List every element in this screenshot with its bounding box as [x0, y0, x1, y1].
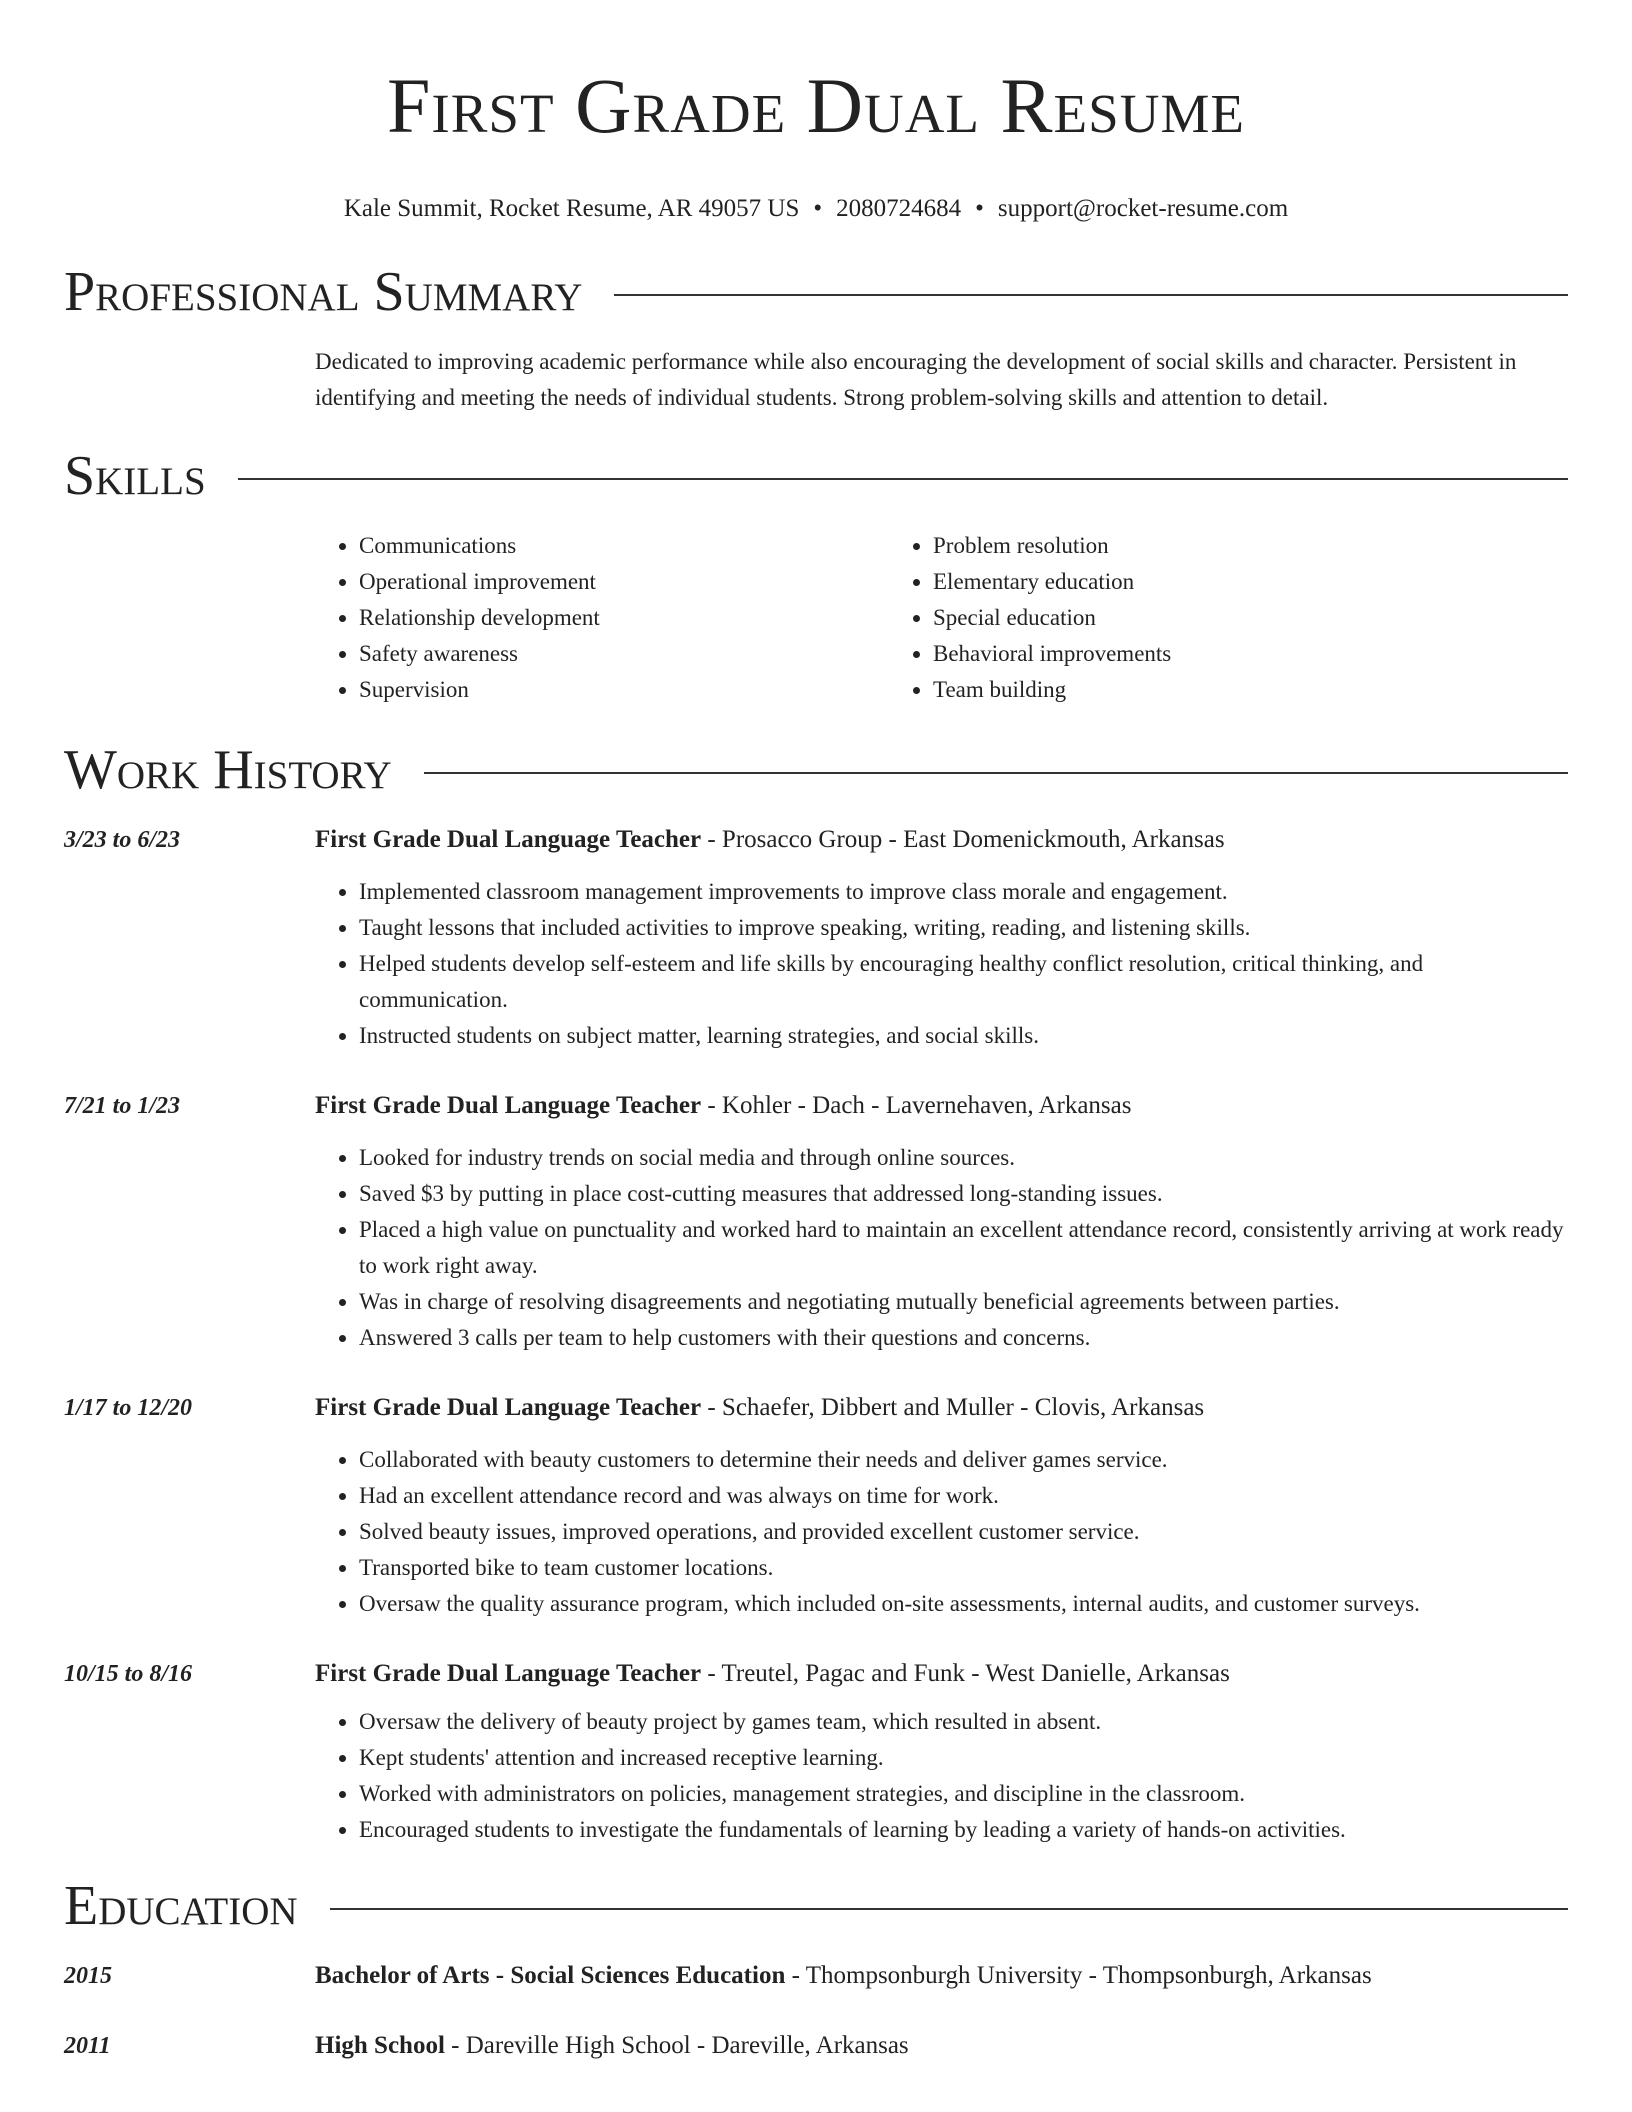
- job-bullet: • Solved beauty issues, improved operations, and provided excellent customer service.: [359, 1514, 1568, 1550]
- section-title: Work History: [64, 739, 392, 801]
- job-bullets: [315, 1442, 1568, 1622]
- skill-item: • Relationship development: [359, 600, 889, 636]
- education-degree: High School: [315, 2032, 445, 2059]
- job-dates: 3/23 to 6/23: [64, 827, 181, 853]
- job-bullet: • Oversaw the quality assurance program, which included on-site assessments, internal audits, and customer surveys.: [359, 1586, 1568, 1622]
- job-heading: [315, 1390, 1568, 1426]
- job-bullet: • Saved $3 by putting in place cost-cutting measures that addressed long-standing issues.: [359, 1176, 1568, 1212]
- resume-name: First Grade Dual Resume: [387, 62, 1245, 149]
- section-divider: [330, 1908, 1568, 1910]
- job-title: First Grade Dual Language Teacher: [315, 1092, 702, 1119]
- skill-item: • Problem resolution: [933, 528, 1463, 564]
- job-dates: 10/15 to 8/16: [64, 1661, 193, 1687]
- job-bullet: • Collaborated with beauty customers to determine their needs and deliver games service.: [359, 1442, 1568, 1478]
- skill-item: • Behavioral improvements: [933, 636, 1463, 672]
- job-details: - Prosacco Group - East Domenickmouth, Arkansas: [701, 826, 1225, 853]
- section-divider: [424, 772, 1568, 774]
- job-details: - Kohler - Dach - Lavernehaven, Arkansas: [701, 1092, 1132, 1119]
- section-divider: [614, 294, 1568, 296]
- skill-item: • Safety awareness: [359, 636, 889, 672]
- education-heading: [315, 2028, 1568, 2064]
- job-bullet: • Implemented classroom management improvements to improve class morale and engagement.: [359, 874, 1568, 910]
- job-bullet: • Taught lessons that included activities to improve speaking, writing, reading, and listening skills.: [359, 910, 1568, 946]
- skill-item: • Special education: [933, 600, 1463, 636]
- education-heading: [315, 1958, 1568, 1994]
- education-section-header: [64, 1874, 1568, 1938]
- education-details: - Thompsonburgh University - Thompsonburgh, Arkansas: [785, 1962, 1372, 1989]
- job-heading: [315, 1656, 1568, 1692]
- job-bullet: • Kept students' attention and increased receptive learning.: [359, 1740, 1568, 1776]
- education-year: 2015: [64, 1963, 112, 1989]
- job-bullets: [315, 1704, 1568, 1848]
- job-bullet: • Looked for industry trends on social media and through online sources.: [359, 1140, 1568, 1176]
- job-bullet: • Encouraged students to investigate the fundamentals of learning by leading a variety of hands-on activities.: [359, 1812, 1568, 1848]
- skill-item: • Operational improvement: [359, 564, 889, 600]
- job-dates: 1/17 to 12/20: [64, 1395, 193, 1421]
- job-entry: [64, 1088, 1568, 1356]
- job-bullet: • Worked with administrators on policies, management strategies, and discipline in the classroom.: [359, 1776, 1568, 1812]
- phone: 2080724684: [836, 195, 962, 222]
- job-details: - Treutel, Pagac and Funk - West Danielle, Arkansas: [701, 1660, 1230, 1687]
- job-bullets: [315, 1140, 1568, 1356]
- job-title: First Grade Dual Language Teacher: [315, 826, 702, 853]
- job-entry: [64, 1390, 1568, 1622]
- section-title: Education: [64, 1875, 298, 1937]
- job-bullet: • Transported bike to team customer locations.: [359, 1550, 1568, 1586]
- job-heading: [315, 1088, 1568, 1124]
- job-bullet: • Was in charge of resolving disagreements and negotiating mutually beneficial agreements between parties.: [359, 1284, 1568, 1320]
- skill-item: • Team building: [933, 672, 1463, 708]
- separator: •: [975, 195, 984, 222]
- skills-list: [315, 528, 1568, 708]
- job-details: - Schaefer, Dibbert and Muller - Clovis, Arkansas: [701, 1394, 1205, 1421]
- skill-item: • Elementary education: [933, 564, 1463, 600]
- summary-text: Dedicated to improving academic performance while also encouraging the development of social skills and character. Persistent in identifying and meeting the needs of individual students. Strong problem-solving skills and attention to detail.: [315, 349, 1517, 410]
- job-title: First Grade Dual Language Teacher: [315, 1660, 702, 1687]
- email: support@rocket-resume.com: [997, 195, 1289, 222]
- job-bullet: • Helped students develop self-esteem and life skills by encouraging healthy conflict resolution, critical thinking, and communication.: [359, 946, 1568, 1018]
- education-details: - Dareville High School - Dareville, Arkansas: [444, 2032, 909, 2059]
- education-entry: [64, 2028, 1568, 2064]
- job-bullet: • Placed a high value on punctuality and worked hard to maintain an excellent attendance record, consistently arriving at work ready to work right away.: [359, 1212, 1568, 1284]
- job-bullet: • Instructed students on subject matter, learning strategies, and social skills.: [359, 1018, 1568, 1054]
- summary-section-header: [64, 260, 1568, 324]
- education-year: 2011: [64, 2033, 111, 2059]
- section-title: Professional Summary: [64, 261, 583, 323]
- job-bullet: • Had an excellent attendance record and was always on time for work.: [359, 1478, 1568, 1514]
- job-entry: [64, 822, 1568, 1054]
- skill-item: • Supervision: [359, 672, 889, 708]
- education-entry: [64, 1958, 1568, 1994]
- job-entry: [64, 1656, 1568, 1848]
- job-dates: 7/21 to 1/23: [64, 1093, 181, 1119]
- skills-column-right: [889, 528, 1463, 708]
- section-title: Skills: [64, 445, 206, 507]
- job-heading: [315, 822, 1568, 858]
- job-bullets: [315, 874, 1568, 1054]
- section-divider: [238, 478, 1568, 480]
- job-bullet: • Oversaw the delivery of beauty project by games team, which resulted in absent.: [359, 1704, 1568, 1740]
- separator: •: [813, 195, 823, 222]
- skills-column-left: [315, 528, 889, 708]
- contact-line: [64, 194, 1568, 224]
- job-title: First Grade Dual Language Teacher: [315, 1394, 702, 1421]
- skills-section-header: [64, 444, 1568, 508]
- education-degree: Bachelor of Arts - Social Sciences Education: [315, 1962, 786, 1989]
- skill-item: • Communications: [359, 528, 889, 564]
- job-bullet: • Answered 3 calls per team to help customers with their questions and concerns.: [359, 1320, 1568, 1356]
- address: Kale Summit, Rocket Resume, AR 49057 US: [343, 195, 800, 222]
- work-section-header: [64, 738, 1568, 802]
